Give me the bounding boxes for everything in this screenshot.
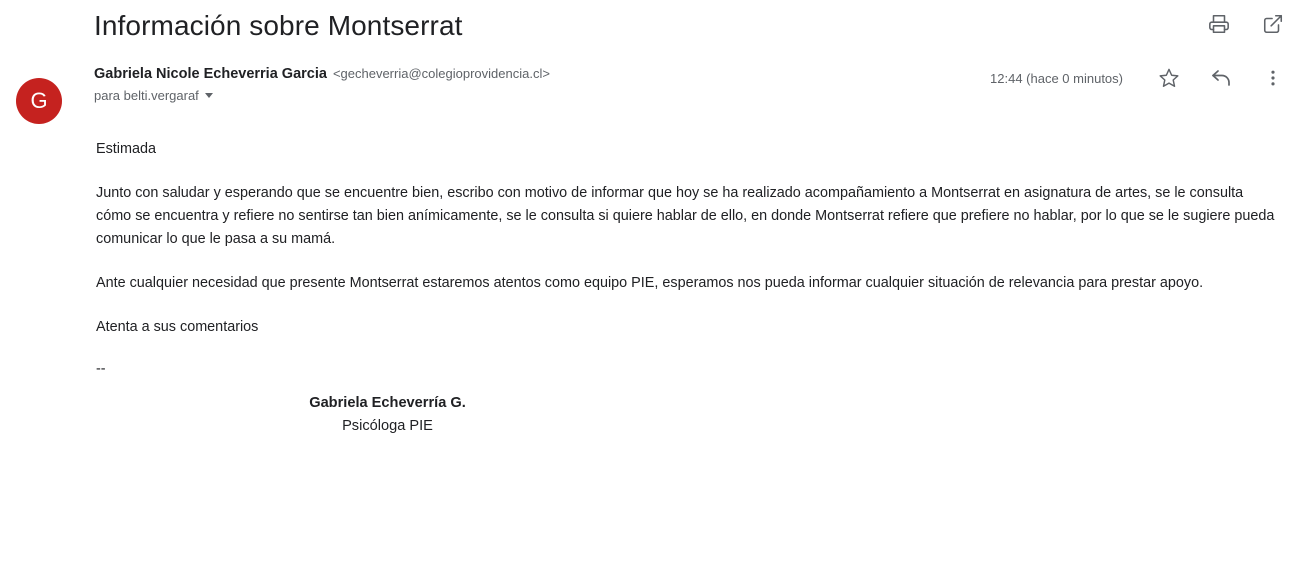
sender-name[interactable]: Gabriela Nicole Echeverria Garcia <box>94 66 327 82</box>
reply-arrow-icon[interactable] <box>1209 66 1233 90</box>
message-timestamp: 12:44 (hace 0 minutos) <box>990 70 1123 86</box>
body-greeting: Estimada <box>96 141 156 157</box>
subject-row <box>0 0 1303 44</box>
body-paragraph-2: Ante cualquier necesidad que presente Montserrat estaremos atentos como equipo PIE, esperamos nos pueda informar cualquier situación de relevancia para prestar apoyo. <box>96 275 1204 291</box>
message-meta-actions <box>990 66 1285 90</box>
body-closing: Atenta a sus comentarios <box>96 319 259 335</box>
recipient-line[interactable] <box>94 88 1285 103</box>
signature-name: Gabriela Echeverría G. <box>309 395 466 411</box>
signature-role: Psicóloga PIE <box>342 418 433 434</box>
sender-block <box>0 66 1303 118</box>
message-body <box>0 138 1303 438</box>
open-in-new-window-icon[interactable] <box>1261 12 1285 36</box>
chevron-down-icon[interactable] <box>205 93 213 98</box>
page-title: Información sobre Montserrat <box>94 10 463 41</box>
star-icon[interactable] <box>1157 66 1181 90</box>
sender-email[interactable]: <gecheverria@colegioprovidencia.cl> <box>332 66 550 81</box>
recipient-label: para belti.vergaraf <box>94 88 199 103</box>
body-paragraph-1: Junto con saludar y esperando que se encuentre bien, escribo con motivo de informar que hoy se ha realizado acompañamiento a Montserrat en asignatura de artes, se le consulta cómo se encuentra y refiere no sentirse tan bien anímicamente, se le consulta si quiere hablar de ello, en donde Montserrat refiere que prefiere no hablar, por lo que se le sugiere pueda comunicar lo que le pasa a su mamá. <box>96 185 1275 247</box>
avatar: G <box>16 78 62 124</box>
print-icon[interactable] <box>1207 12 1231 36</box>
signature-separator: -- <box>96 361 106 377</box>
more-options-icon[interactable] <box>1261 66 1285 90</box>
signature-block <box>96 392 1279 438</box>
header-action-icons <box>1207 12 1285 36</box>
